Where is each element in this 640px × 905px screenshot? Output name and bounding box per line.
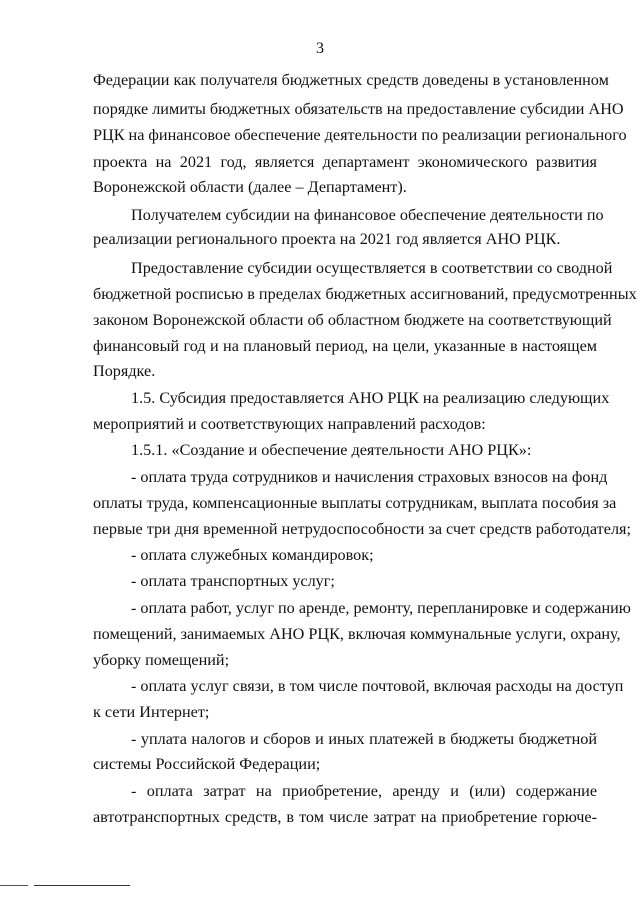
text-line: - оплата транспортных услуг; [131,572,335,590]
text-line: - оплата услуг связи, в том числе почтовой, включая расходы на доступ [131,677,624,695]
text-line: Предоставление субсидии осуществляется в соответствии со сводной [131,259,613,277]
text-line: оплаты труда, компенсационные выплаты сотрудникам, выплата пособия за [93,494,617,512]
text-line: бюджетной росписью в пределах бюджетных ассигнований, предусмотренных [93,285,637,303]
text-line: проекта на 2021 год, является департамент экономического развития [93,153,597,171]
text-line: уборку помещений; [93,651,230,669]
text-line: помещений, занимаемых АНО РЦК, включая коммунальные услуги, охрану, [93,625,621,643]
text-line: мероприятий и соответствующих направлений расходов: [93,415,486,433]
text-line: - уплата налогов и сборов и иных платежей в бюджеты бюджетной [131,730,597,748]
text-line: - оплата служебных командировок; [131,546,374,564]
footer-rule [34,885,130,886]
text-line: порядке лимиты бюджетных обязательств на предоставление субсидии АНО [93,100,624,118]
text-line: законом Воронежской области об областном бюджете на соответствующий [93,311,612,329]
page-number: 3 [316,40,324,57]
text-line: Порядке. [93,362,156,380]
text-line: 1.5. Субсидия предоставляется АНО РЦК на реализацию следующих [131,389,610,407]
text-line: Федерации как получателя бюджетных средств доведены в установленном [93,71,609,89]
text-line: первые три дня временной нетрудоспособности за счет средств работодателя; [93,520,631,538]
text-line: Получателем субсидии на финансовое обеспечение деятельности по [131,206,604,224]
text-line: РЦК на финансовое обеспечение деятельности по реализации регионального [93,126,627,144]
text-line: системы Российской Федерации; [93,755,321,773]
text-line: реализации регионального проекта на 2021 год является АНО РЦК. [93,230,561,248]
text-line: 1.5.1. «Создание и обеспечение деятельности АНО РЦК»: [131,441,532,459]
text-line: финансовый год и на плановый период, на цели, указанные в настоящем [93,337,597,355]
scan-edge-mark [0,885,28,886]
text-line: Воронежской области (далее – Департамент). [93,178,407,196]
text-line: - оплата труда сотрудников и начисления страховых взносов на фонд [131,468,608,486]
text-line: к сети Интернет; [93,703,210,721]
text-line: - оплата работ, услуг по аренде, ремонту, перепланировке и содержанию [131,599,631,617]
text-line: - оплата затрат на приобретение, аренду и (или) содержание [131,782,597,800]
text-line: автотранспортных средств, в том числе затрат на приобретение горюче- [93,808,597,826]
